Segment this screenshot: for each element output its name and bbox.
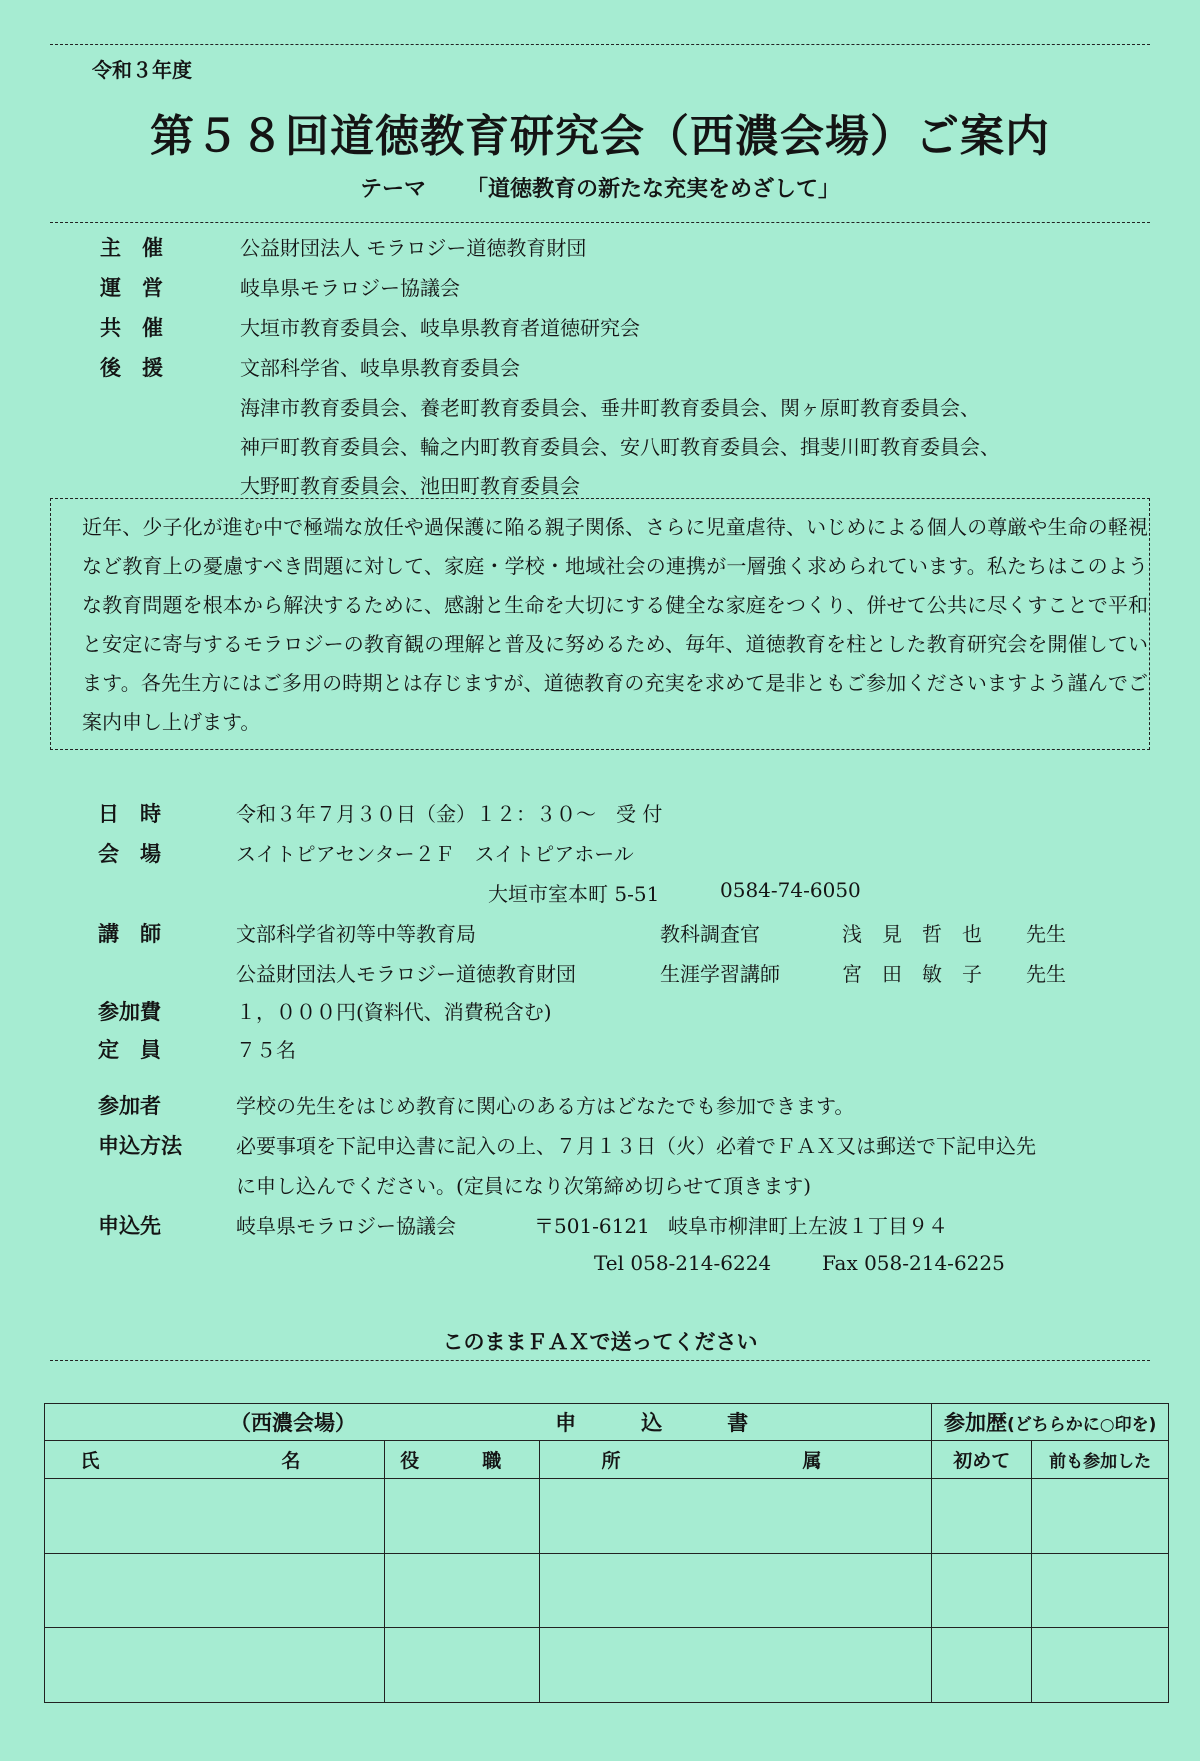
co-host-label: 共 催 bbox=[100, 316, 163, 340]
fee-label: 参加費 bbox=[98, 1000, 161, 1024]
contact-address: 岐阜市柳津町上左波１丁目９４ bbox=[668, 1214, 948, 1238]
application-form bbox=[44, 1403, 1169, 1703]
first-time-cell[interactable] bbox=[932, 1553, 1032, 1628]
method-label: 申込方法 bbox=[98, 1134, 182, 1158]
contact-org: 岐阜県モラロジー協議会 bbox=[236, 1214, 456, 1238]
affiliation-cell[interactable] bbox=[539, 1479, 932, 1554]
cut-line bbox=[50, 1360, 1150, 1361]
contact-fax: Fax 058-214-6225 bbox=[822, 1251, 1005, 1275]
theme-divider bbox=[50, 222, 1150, 223]
form-row bbox=[45, 1553, 1169, 1628]
lecturer-org: 文部科学省初等中等教育局 bbox=[236, 922, 476, 946]
method-value-cont: に申し込んでください。(定員になり次第締め切らせて頂きます) bbox=[236, 1174, 812, 1198]
form-row bbox=[45, 1479, 1169, 1554]
position-cell[interactable] bbox=[384, 1553, 539, 1628]
theme-label: テーマ bbox=[359, 177, 426, 202]
theme bbox=[0, 172, 1200, 203]
venue-value: スイトピアセンター２Ｆ スイトピアホール bbox=[236, 842, 634, 866]
lecturer-title: 先生 bbox=[1026, 922, 1066, 946]
col-affiliation: 所 属 bbox=[539, 1441, 932, 1479]
supporter-label: 後 援 bbox=[100, 356, 163, 380]
first-time-cell[interactable] bbox=[932, 1479, 1032, 1554]
position-cell[interactable] bbox=[384, 1479, 539, 1554]
date-value: 令和３年７月３０日（金）１２：３０～ 受 付 bbox=[236, 802, 663, 826]
contact-postal: 〒501-6121 bbox=[534, 1214, 650, 1238]
attended-before-cell[interactable] bbox=[1032, 1628, 1169, 1703]
form-title: 申 込 書 bbox=[539, 1404, 932, 1441]
date-label: 日 時 bbox=[98, 802, 161, 826]
venue-phone: 0584-74-6050 bbox=[720, 878, 861, 902]
co-host-value: 大垣市教育委員会、岐阜県教育者道徳研究会 bbox=[240, 316, 640, 340]
contact-tel: Tel 058-214-6224 bbox=[594, 1251, 772, 1275]
form-row bbox=[45, 1628, 1169, 1703]
fee-value: １，０００円(資料代、消費税含む) bbox=[236, 1000, 552, 1024]
supporter-value: 文部科学省、岐阜県教育委員会 bbox=[240, 356, 520, 380]
first-time-cell[interactable] bbox=[932, 1628, 1032, 1703]
organizer-value: 公益財団法人 モラロジー道徳教育財団 bbox=[240, 236, 587, 260]
lecturer-org: 公益財団法人モラロジー道徳教育財団 bbox=[236, 962, 576, 986]
operator-value: 岐阜県モラロジー協議会 bbox=[240, 276, 460, 300]
top-divider bbox=[50, 44, 1150, 45]
venue-address: 大垣市室本町 5-51 bbox=[488, 882, 660, 906]
name-cell[interactable] bbox=[45, 1553, 385, 1628]
venue-label: 会 場 bbox=[98, 842, 161, 866]
col-name: 氏 名 bbox=[45, 1441, 385, 1479]
name-cell[interactable] bbox=[45, 1479, 385, 1554]
participants-value: 学校の先生をはじめ教育に関心のある方はどなたでも参加できます。 bbox=[236, 1094, 855, 1118]
lecturer-name: 浅 見 哲 也 bbox=[842, 922, 982, 946]
col-position: 役 職 bbox=[384, 1441, 539, 1479]
col-attended-before: 前も参加した bbox=[1032, 1441, 1169, 1479]
col-first-time: 初めて bbox=[932, 1441, 1032, 1479]
attended-before-cell[interactable] bbox=[1032, 1479, 1169, 1554]
attended-before-cell[interactable] bbox=[1032, 1553, 1169, 1628]
method-value: 必要事項を下記申込書に記入の上、７月１３日（火）必着でＦＡＸ又は郵送で下記申込先 bbox=[236, 1134, 1036, 1158]
fax-note: このままＦＡＸで送ってください bbox=[442, 1330, 758, 1354]
lecturer-name: 宮 田 敏 子 bbox=[842, 962, 982, 986]
affiliation-cell[interactable] bbox=[539, 1628, 932, 1703]
capacity-label: 定 員 bbox=[98, 1038, 161, 1062]
history-header: 参加歴(どちらかに○印を) bbox=[932, 1404, 1169, 1441]
position-cell[interactable] bbox=[384, 1628, 539, 1703]
lecturer-role: 教科調査官 bbox=[660, 922, 760, 946]
participants-label: 参加者 bbox=[98, 1094, 161, 1118]
capacity-value: ７５名 bbox=[236, 1038, 296, 1062]
operator-label: 運 営 bbox=[100, 276, 163, 300]
lecturer-role: 生涯学習講師 bbox=[660, 962, 780, 986]
page-title: 第５８回道徳教育研究会（西濃会場）ご案内 bbox=[150, 111, 1050, 162]
affiliation-cell[interactable] bbox=[539, 1553, 932, 1628]
name-cell[interactable] bbox=[45, 1628, 385, 1703]
announcement-page: 令和３年度 第５８回道徳教育研究会（西濃会場）ご案内 テーマ 「道徳教育の新たな充実をめざして」 主 催 公益財団法人 モラロジー道徳教育財団 運 営 岐阜県モラロジー協議会 共 催 大垣市教育委員会、岐阜県教育者道徳研究会 後 援 文部科学省、岐阜県教育委員会 海津市教育委員会、養老町教育委員会、垂井町教育委員会、関ヶ原町教育委員会、 神戸町教育委員会、輪之内町教育委員会、安八町教育委員会、揖斐川町教育委員会、 大野町教育委員会、池田町教育委員会 近年、少子化が進む中で極端な放任や過保護に陥る親子関係、さらに児童虐待、いじめによる個人の尊厳や生命の軽視など教育上の憂慮すべき問題に対して、家庭・学校・地域社会の連携が一層強く求められています。私たちはこのような教育問題を根本から解決するために、感謝と生命を大切にする健全な家庭をつくり、併せて公共に尽くすことで平和と安定に寄与するモラロジーの教育観の理解と普及に努めるため、毎年、道徳教育を柱とした教育研究会を開催しています。各先生方にはご多用の時期とは存じますが、道徳教育の充実を求めて是非ともご参加くださいますよう謹んでご案内申し上げます。 日 時 令和３年７月３０日（金）１２：３０～ 受 付 会 場 スイトピアセンター２Ｆ スイトピアホール 大垣市室本町 5-51 0584-74-6050 講 師 文部科学省初等中等教育局 教科調査官 浅 見 哲 也 先生 公益財団法人モラロジー道徳教育財団 生涯学習講師 宮 田 敏 子 先生 参加費 １，０００円(資料代、消費税含む) 定 員 ７５名 参加者 学校の先生をはじめ教育に関心のある方はどなたでも参加できます。 申込方法 必要事項を下記申込書に記入の上、７月１３日（火）必着でＦＡＸ又は郵送で下記申込先 に申し込んでください。(定員になり次第締め切らせて頂きます) 申込先 岐阜県モラロジー協議会 〒501-6121 岐阜市柳津町上左波１丁目９４ Tel 058-214-6224 Fax 058-214-6225 このままＦＡＸで送ってください （西濃会場） 申 込 書 参加歴(どちらかに○印を) 氏 名 役 職 所 属 初めて 前も参加した bbox=[0, 0, 1200, 1761]
lecturer-label: 講 師 bbox=[98, 922, 161, 946]
intro-text: 近年、少子化が進む中で極端な放任や過保護に陥る親子関係、さらに児童虐待、いじめによる個人の尊厳や生命の軽視など教育上の憂慮すべき問題に対して、家庭・学校・地域社会の連携が一層強く求められています。私たちはこのような教育問題を根本から解決するために、感謝と生命を大切にする健全な家庭をつくり、併せて公共に尽くすことで平和と安定に寄与するモラロジーの教育観の理解と普及に努めるため、毎年、道徳教育を柱とした教育研究会を開催しています。各先生方にはご多用の時期とは存じますが、道徳教育の充実を求めて是非ともご参加くださいますよう謹んでご案内申し上げます。 bbox=[82, 515, 1148, 734]
contact-label: 申込先 bbox=[98, 1214, 161, 1238]
lecturer-title: 先生 bbox=[1026, 962, 1066, 986]
fiscal-year: 令和３年度 bbox=[92, 58, 192, 82]
form-venue: （西濃会場） bbox=[45, 1404, 540, 1441]
theme-text: 「道徳教育の新たな充実をめざして」 bbox=[466, 177, 841, 202]
organizer-label: 主 催 bbox=[100, 236, 163, 260]
